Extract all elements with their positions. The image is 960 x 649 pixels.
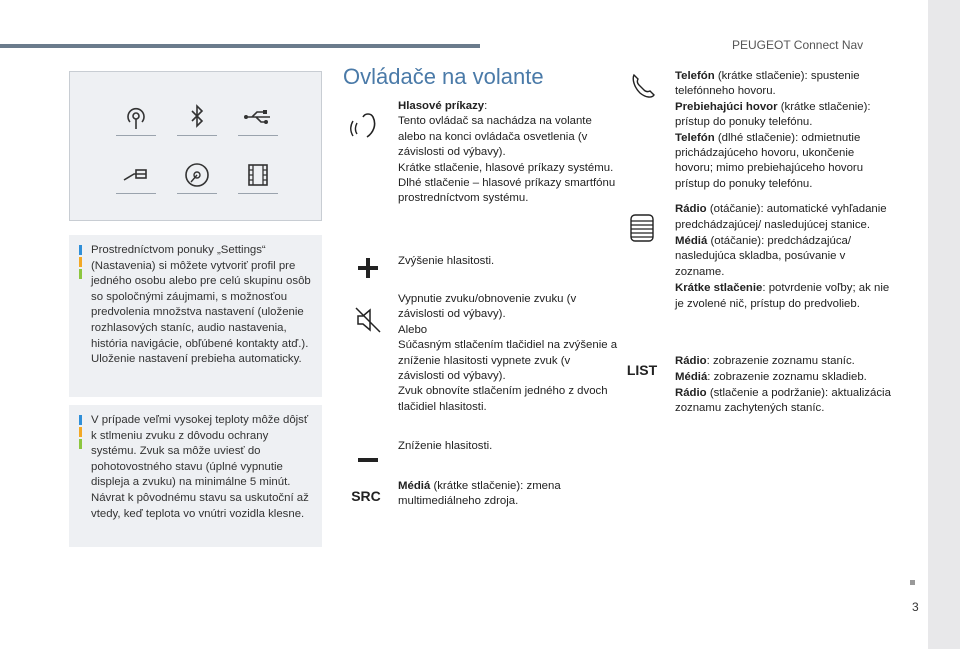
- control-text: (stlačenie a podržanie): aktualizácia zoznamu zachytených staníc.: [675, 386, 891, 415]
- phone-desc: [675, 69, 895, 192]
- voice-command-icon: [346, 108, 386, 144]
- control-text: (krátke stlačenie): zmena multimediálneho zdroja.: [398, 480, 561, 508]
- volume-down-desc: Zníženie hlasitosti.: [398, 440, 493, 452]
- list-desc: [675, 354, 895, 417]
- src-label-icon: SRC: [351, 488, 381, 504]
- control-name: Telefón: [675, 131, 715, 144]
- control-text: : zobrazenie zoznamu staníc.: [706, 355, 855, 367]
- control-text: : Tento ovládač sa nachádza na volante alebo na konci ovládača osvetlenia (v závislosti od výbavy). Krátke stlačenie, hlasové príkazy systému. Dlhé stlačenie – hlasové príkazy smartfónu prostredníctvom systému.: [398, 100, 616, 205]
- disc-icon: [177, 160, 217, 200]
- section-title: Ovládače na volante: [343, 64, 544, 89]
- thumbwheel-icon: [622, 210, 662, 246]
- info-bar-icon: [79, 269, 82, 279]
- phone-icon: [623, 68, 663, 104]
- header-rule: [0, 44, 480, 48]
- bluetooth-icon: [177, 102, 217, 142]
- temperature-info-note: [69, 405, 322, 547]
- control-text: (krátke stlačenie): spustenie telefónneho hovoru.: [675, 70, 860, 98]
- mute-desc: Vypnutie zvuku/obnovenie zvuku (v závislosti od výbavy). Alebo Súčasným stlačením tlačidiel na zvýšenie a zníženie hlasitosti vypnete zvuk (v závislosti od výbavy). Zvuk obnovíte stlačením jedného z dvoch tlačidiel hlasitosti.: [398, 293, 618, 413]
- film-icon: [238, 160, 278, 200]
- info-bar-icon: [79, 257, 82, 267]
- control-name: Hlasové príkazy: [398, 100, 485, 112]
- voice-command-desc: [398, 99, 618, 207]
- control-name: Rádio: [675, 203, 707, 215]
- usb-icon: [238, 102, 278, 142]
- minus-icon: [348, 436, 388, 472]
- note-text: Prostredníctvom ponuky „Settings“ (Nastavenia) si môžete vytvoriť profil pre jedného osobu alebo pre celú skupinu osôb so spoločnými záujmami, s možnosťou predvolenia množstva nastavení (uloženie rozhlasových staníc, audio nastavenia, história navigácie, obľúbené kontakty atď.). Uloženie nastavení prebieha automaticky.: [91, 244, 311, 366]
- control-name: Krátke stlačenie: [675, 281, 763, 294]
- thumbwheel-desc: [675, 202, 895, 313]
- info-bar-icon: [79, 245, 82, 255]
- control-text: (dlhé stlačenie): odmietnutie prichádzajúceho hovoru, ukončenie hovoru; mimo prebiehajúceho hovoru prístup do ponuky telefónu.: [675, 131, 864, 190]
- page-number: 3: [912, 600, 919, 614]
- control-text: : zobrazenie zoznamu skladieb.: [707, 370, 867, 383]
- plus-icon: [348, 250, 388, 286]
- profile-info-note: [69, 235, 322, 397]
- list-label-icon: LIST: [626, 362, 658, 378]
- info-bar-icon: [79, 439, 82, 449]
- control-name: Rádio: [675, 355, 707, 367]
- control-name: Médiá: [675, 370, 708, 383]
- control-text: (krátke stlačenie): prístup do ponuky telefónu.: [675, 100, 871, 129]
- control-name: Rádio: [675, 386, 707, 399]
- control-text: (otáčanie): predchádzajúca/ nasledujúca skladba, posúvanie v zozname.: [675, 234, 852, 279]
- source-icons-panel: [69, 71, 322, 221]
- aux-cable-icon: [116, 160, 156, 200]
- note-text: V prípade veľmi vysokej teploty môže dôjsť k stlmeniu zvuku z dôvodu ochrany systému. Zvuk sa môže uviesť do pohotovostného stavu (úplné vypnutie displeja a zvuku) na minimálne 5 minút. Návrat k pôvodnému stavu sa uskutoční až vtedy, keď teplota vo vnútri vozidla klesne.: [91, 414, 309, 520]
- radio-signal-icon: [116, 102, 156, 142]
- control-name: Prebiehajúci hovor: [675, 100, 778, 113]
- volume-up-desc: Zvýšenie hlasitosti.: [398, 255, 495, 267]
- page-edge-strip: [928, 0, 960, 649]
- brand-label: PEUGEOT Connect Nav: [732, 38, 864, 52]
- mute-icon: [348, 302, 388, 338]
- info-bar-icon: [79, 427, 82, 437]
- control-name: Médiá: [398, 480, 431, 492]
- src-desc: [398, 479, 618, 510]
- control-text: : potvrdenie voľby; ak nie je zvolené nič, prístup do predvolieb.: [675, 281, 890, 310]
- page-marker: [910, 580, 915, 585]
- info-bar-icon: [79, 415, 82, 425]
- control-name: Telefón: [675, 70, 715, 82]
- control-name: Médiá: [675, 234, 708, 247]
- control-text: (otáčanie): automatické vyhľadanie predchádzajúcej/ nasledujúcej stanice.: [675, 203, 887, 231]
